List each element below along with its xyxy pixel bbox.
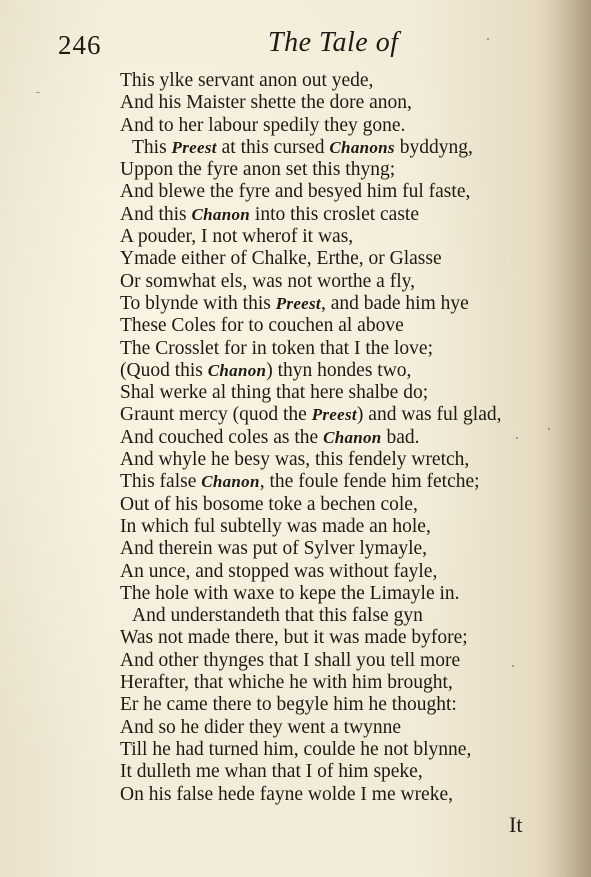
verse-line: [120, 516, 560, 538]
line-text: And whyle he besy was, this fendely wretch,: [120, 449, 470, 471]
verse-line: [120, 449, 560, 471]
line-text: The Crosslet for in token that I the love;: [120, 337, 434, 359]
ink-speck: [487, 38, 489, 40]
verse-line: [120, 92, 560, 114]
verse-line: [120, 360, 560, 382]
verse-line: [120, 137, 560, 159]
line-text: And other thynges that I shall you tell more: [120, 649, 461, 671]
verse-line: [120, 315, 560, 337]
verse-line: [120, 627, 560, 649]
line-text: And this: [120, 203, 192, 225]
italic-name: Chanon: [201, 472, 260, 492]
italic-name: Preest: [311, 405, 357, 425]
line-text: And so he dider they went a twynne: [120, 716, 402, 738]
italic-name: Chanon: [191, 204, 251, 224]
line-text: And to her labour spedily they gone.: [120, 114, 406, 136]
line-text: Till he had turned him, coulde he not blynne,: [120, 738, 472, 760]
verse-line: [120, 583, 560, 605]
verse-line: [120, 761, 560, 783]
line-text: In which ful subtelly was made an hole,: [120, 515, 431, 537]
verse-line: [120, 338, 560, 360]
verse-line: [120, 650, 560, 672]
verse-line: [120, 382, 560, 404]
italic-name: Chanon: [207, 360, 267, 380]
line-text: Shal werke al thing that here shalbe do;: [120, 382, 429, 404]
line-text: (Quod this: [120, 359, 208, 381]
verse-line: [120, 784, 560, 806]
verse-line: [120, 181, 560, 203]
line-text: Er he came there to begyle him he thought:: [120, 694, 457, 716]
line-text: Was not made there, but it was made byfore;: [120, 627, 468, 649]
line-text: This: [132, 136, 172, 158]
line-text: It dulleth me whan that I of him speke,: [120, 761, 423, 783]
line-text: This ylke servant anon out yede,: [120, 70, 374, 91]
line-text: Out of his bosome toke a bechen cole,: [120, 493, 418, 515]
line-text: And understandeth that this false gyn: [132, 605, 423, 627]
verse-line: [120, 494, 560, 516]
verse-line: [120, 471, 560, 493]
line-text: This false: [120, 471, 202, 493]
line-text: , the foule fende him fetche;: [259, 471, 480, 493]
line-text: On his false hede fayne wolde I me wreke,: [120, 783, 453, 805]
verse-line: [120, 739, 560, 761]
line-text: The hole with waxe to kepe the Limayle in.: [120, 582, 460, 604]
line-text: Ymade either of Chalke, Erthe, or Glasse: [120, 248, 442, 270]
verse-line: [120, 70, 560, 92]
verse-line: [120, 204, 560, 226]
ink-speck: [516, 437, 518, 439]
verse-line: [120, 226, 560, 248]
line-text: A pouder, I not wherof it was,: [120, 226, 354, 248]
verse-line: [120, 605, 560, 627]
line-text: into this croslet caste: [250, 203, 419, 225]
verse-line: [120, 717, 560, 739]
ink-speck: [36, 92, 40, 93]
line-text: byddyng,: [394, 136, 473, 158]
verse-line: [120, 159, 560, 181]
page-number: 246: [58, 30, 102, 60]
verse-line: [120, 404, 560, 426]
line-text: And his Maister shette the dore anon,: [120, 92, 412, 114]
verse-line: [120, 293, 560, 315]
verse-body: [120, 70, 560, 806]
verse-line: [120, 271, 560, 293]
ink-speck: [548, 428, 550, 430]
line-text: Herafter, that whiche he with him brought,: [120, 672, 453, 694]
line-text: And couched coles as the: [120, 426, 324, 448]
line-text: An unce, and stopped was without fayle,: [120, 560, 438, 582]
line-text: bad.: [381, 426, 420, 448]
line-text: Uppon the fyre anon set this thyng;: [120, 159, 396, 181]
line-text: ) thyn hondes two,: [266, 359, 412, 381]
italic-name: Chanon: [323, 427, 382, 447]
line-text: And blewe the fyre and besyed him ful faste,: [120, 181, 471, 203]
ink-speck: [512, 665, 514, 667]
line-text: And therein was put of Sylver lymayle,: [120, 538, 428, 560]
line-text: Or somwhat els, was not worthe a fly,: [120, 270, 415, 292]
verse-line: [120, 561, 560, 583]
verse-line: [120, 672, 560, 694]
verse-line: [120, 694, 560, 716]
verse-line: [120, 248, 560, 270]
italic-name: Preest: [275, 293, 321, 313]
italic-name: Preest: [171, 137, 217, 157]
italic-name: Chanons: [329, 137, 395, 157]
line-text: To blynde with this: [120, 292, 276, 314]
verse-line: [120, 427, 560, 449]
line-text: These Coles for to couchen al above: [120, 315, 404, 337]
verse-line: [120, 115, 560, 137]
running-title: The Tale of: [268, 27, 399, 58]
line-text: at this cursed: [216, 136, 330, 158]
verse-line: [120, 538, 560, 560]
line-text: , and bade him hye: [320, 292, 469, 314]
line-text: ) and was ful glad,: [356, 404, 502, 426]
catchword: It: [509, 812, 523, 837]
line-text: Graunt mercy (quod the: [120, 404, 312, 426]
